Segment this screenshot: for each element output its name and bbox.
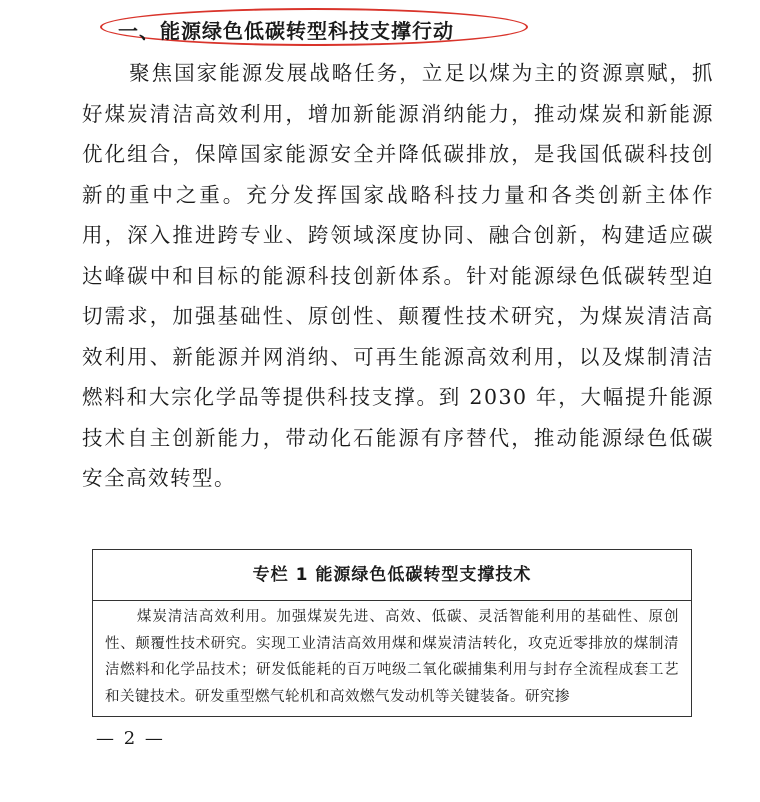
column-box-title: 专栏 1 能源绿色低碳转型支撑技术 bbox=[93, 550, 691, 601]
column-box-body bbox=[93, 601, 691, 718]
body-paragraph: 聚焦国家能源发展战略任务，立足以煤为主的资源禀赋，抓好煤炭清洁高效利用，增加新能源消纳能力，推动煤炭和新能源优化组合，保障国家能源安全并降低碳排放，是我国低碳科技创新的重中之重。充分发挥国家战略科技力量和各类创新主体作用，深入推进跨专业、跨领域深度协同、融合创新，构建适应碳达峰碳中和目标的能源科技创新体系。针对能源绿色低碳转型迫切需求，加强基础性、原创性、颠覆性技术研究，为煤炭清洁高效利用、新能源并网消纳、可再生能源高效利用，以及煤制清洁燃料和大宗化学品等提供科技支撑。到 2030 年，大幅提升能源技术自主创新能力，带动化石能源有序替代，推动能源绿色低碳安全高效转型。 bbox=[82, 61, 714, 490]
section-heading: 一、能源绿色低碳转型科技支撑行动 bbox=[118, 19, 454, 43]
column-box-paragraph: 煤炭清洁高效利用。加强煤炭先进、高效、低碳、灵活智能利用的基础性、原创性、颠覆性技术研究。实现工业清洁高效用煤和煤炭清洁转化，攻克近零排放的煤制清洁燃料和化学品技术；研发低能耗的百万吨级二氧化碳捕集利用与封存全流程成套工艺和关键技术。研发重型燃气轮机和高效燃气发动机等关键装备。研究掺 bbox=[105, 609, 679, 705]
section-heading-block bbox=[100, 8, 530, 48]
column-box bbox=[92, 549, 692, 717]
page-number: — 2 — bbox=[96, 728, 165, 749]
body-text bbox=[82, 53, 714, 499]
